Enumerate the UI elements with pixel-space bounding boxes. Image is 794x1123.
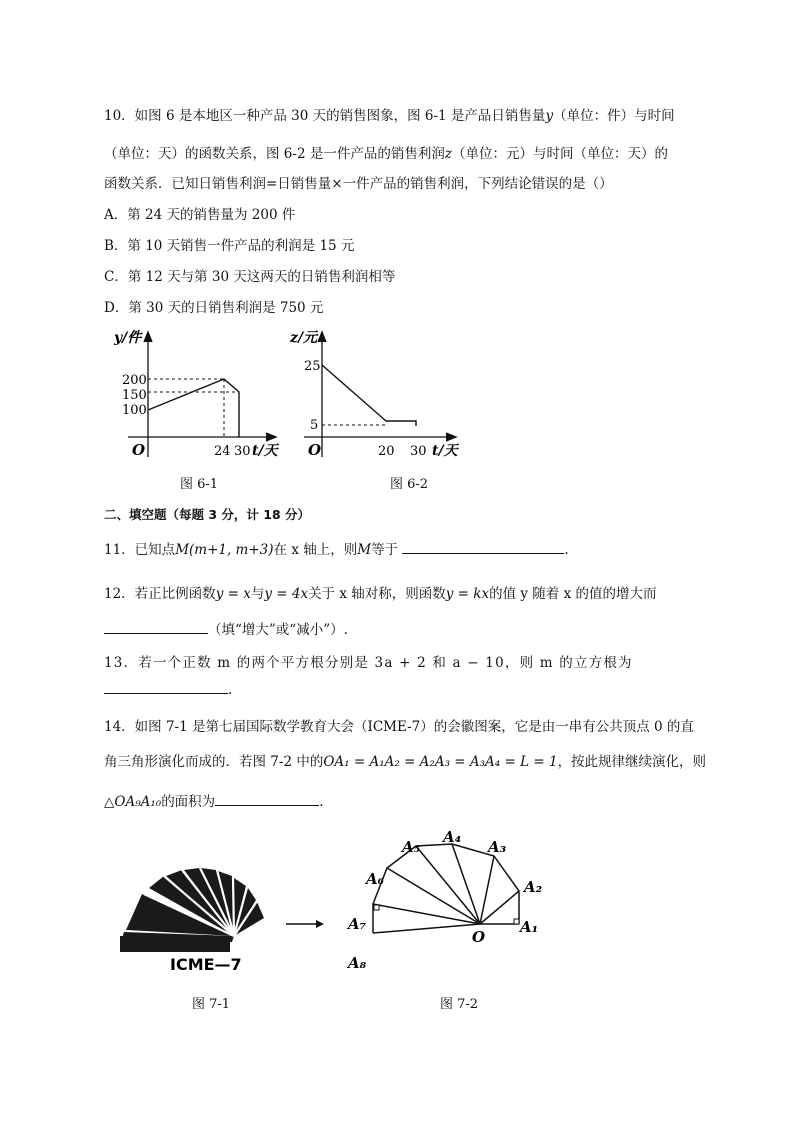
q13-line1: 13．若一个正数 m 的两个平方根分别是 3a + 2 和 a − 10，则 m 的立方根为: [104, 655, 633, 671]
icme-logo-text: ICME—7: [170, 955, 242, 974]
fig72-caption: 图 7-2: [440, 997, 479, 1012]
fig61-tick-100: 100: [122, 403, 147, 418]
fig61-tick-30: 30: [234, 444, 251, 459]
q10-line2: [104, 142, 668, 162]
q10-text-b: （单位：件）与时间: [553, 108, 675, 124]
q14-expr: OA₁ = A₁A₂ = A₂A₃ = A₃A₄ = L = 1: [323, 754, 558, 770]
q12-hint: （填“增大”或“减小”）.: [208, 622, 348, 638]
q14-answer-blank[interactable]: [215, 791, 319, 806]
arrow-icon: [286, 918, 326, 930]
figure-6-2: [284, 322, 474, 467]
label-A8: A₈: [348, 954, 367, 972]
figure-7-1-icme-logo: [114, 866, 274, 978]
q10-line3: 函数关系．已知日销售利润=日销售量×一件产品的销售利润，下列结论错误的是（）: [104, 176, 613, 192]
q10-option-c: C．第 12 天与第 30 天这两天的日销售利润相等: [104, 269, 396, 285]
label-A1: A₁: [520, 918, 539, 936]
fig62-y-arrow: [318, 332, 326, 342]
fig62-line: [322, 365, 416, 426]
label-A5: A₅: [402, 838, 421, 856]
q10-option-a: A．第 24 天的销售量为 200 件: [104, 207, 296, 223]
q14-line3: △OA₉A₁₀的面积为 .: [104, 790, 323, 810]
q10-option-d: D．第 30 天的日销售利润是 750 元: [104, 300, 324, 316]
figure-6-1: [112, 322, 292, 467]
fig62-caption: 图 6-2: [390, 477, 429, 492]
q10-option-b: B．第 10 天销售一件产品的利润是 15 元: [104, 238, 355, 254]
figure-7-2-spiral: [340, 828, 560, 978]
label-A3: A₃: [488, 838, 507, 856]
q13-line2: .: [104, 679, 232, 698]
label-A7: A₇: [348, 915, 367, 933]
q10-text-a: 10．如图 6 是本地区一种产品 30 天的销售图象，图 6-1 是产品日销售量: [104, 108, 546, 124]
q11-text-b: 在 x 轴上，则: [273, 542, 358, 558]
spiral-outline: [373, 844, 519, 933]
fig71-caption: 图 7-1: [192, 997, 231, 1012]
q14-triangle: △OA₉A₁₀: [104, 794, 162, 810]
fig62-tick-25: 25: [304, 359, 321, 374]
label-A4: A₄: [443, 828, 462, 846]
fig62-x-label: t/天: [432, 443, 458, 459]
q14-line1: 14．如图 7-1 是第七届国际数学教育大会（ICME-7）的会徽图案，它是由一串有公共顶点 0 的直: [104, 719, 694, 735]
q11-var-m: M: [357, 542, 372, 558]
q12-line1: 12．若正比例函数y = x与y = 4x关于 x 轴对称，则函数y = kx的值 y 随着 x 的值的增大而: [104, 586, 657, 602]
fig62-y-label: z/元: [290, 330, 318, 346]
fig62-tick-20: 20: [378, 444, 395, 459]
q13-answer-blank[interactable]: [104, 679, 228, 694]
q10-line1: [104, 104, 675, 124]
label-A6: A₆: [366, 870, 385, 888]
q10-var-z: z: [444, 146, 452, 162]
fig61-x-label: t/天: [252, 443, 278, 459]
fig61-tick-150: 150: [122, 388, 147, 403]
fig62-origin: O: [308, 441, 322, 459]
fig62-x-arrow: [446, 433, 456, 441]
fig62-tick-30: 30: [410, 444, 427, 459]
fig61-caption: 图 6-1: [180, 477, 219, 492]
q11-answer-blank[interactable]: [402, 539, 564, 554]
label-O: O: [472, 928, 486, 946]
fig61-x-arrow: [266, 433, 276, 441]
q12-func-1: y = x: [215, 586, 251, 602]
section-fill-in-heading: 二、填空题（每题 3 分，计 18 分）: [104, 507, 311, 522]
q10-text-d: （单位：元）与时间（单位：天）的: [451, 146, 668, 162]
q11-text-a: 11．已知点: [104, 542, 176, 558]
q12-func-2: y = 4x: [264, 586, 309, 602]
q11: 11．已知点M(m+1, m+3)在 x 轴上，则M等于 .: [104, 538, 569, 558]
q10-text-c: （单位：天）的函数关系，图 6-2 是一件产品的销售利润: [104, 146, 445, 162]
fig61-tick-24: 24: [214, 444, 231, 459]
fig61-y-arrow: [144, 332, 152, 342]
label-A2: A₂: [524, 878, 543, 896]
q12-answer-blank[interactable]: [104, 619, 208, 634]
fig61-tick-200: 200: [122, 373, 147, 388]
fig61-origin: O: [132, 441, 146, 459]
q11-point: M(m+1, m+3): [175, 542, 274, 558]
fig62-tick-5: 5: [310, 418, 319, 433]
q10-var-y: y: [545, 108, 554, 124]
q11-text-c: 等于: [371, 542, 399, 558]
q12-func-3: y = kx: [445, 586, 490, 602]
q14-line2: 角三角形演化而成的．若图 7-2 中的OA₁ = A₁A₂ = A₂A₃ = A₃A₄ = L = 1，按此规律继续演化，则: [104, 754, 707, 770]
q12-line2: [104, 618, 348, 638]
fig61-y-label: y/件: [114, 330, 142, 346]
fig61-line: [148, 379, 239, 437]
